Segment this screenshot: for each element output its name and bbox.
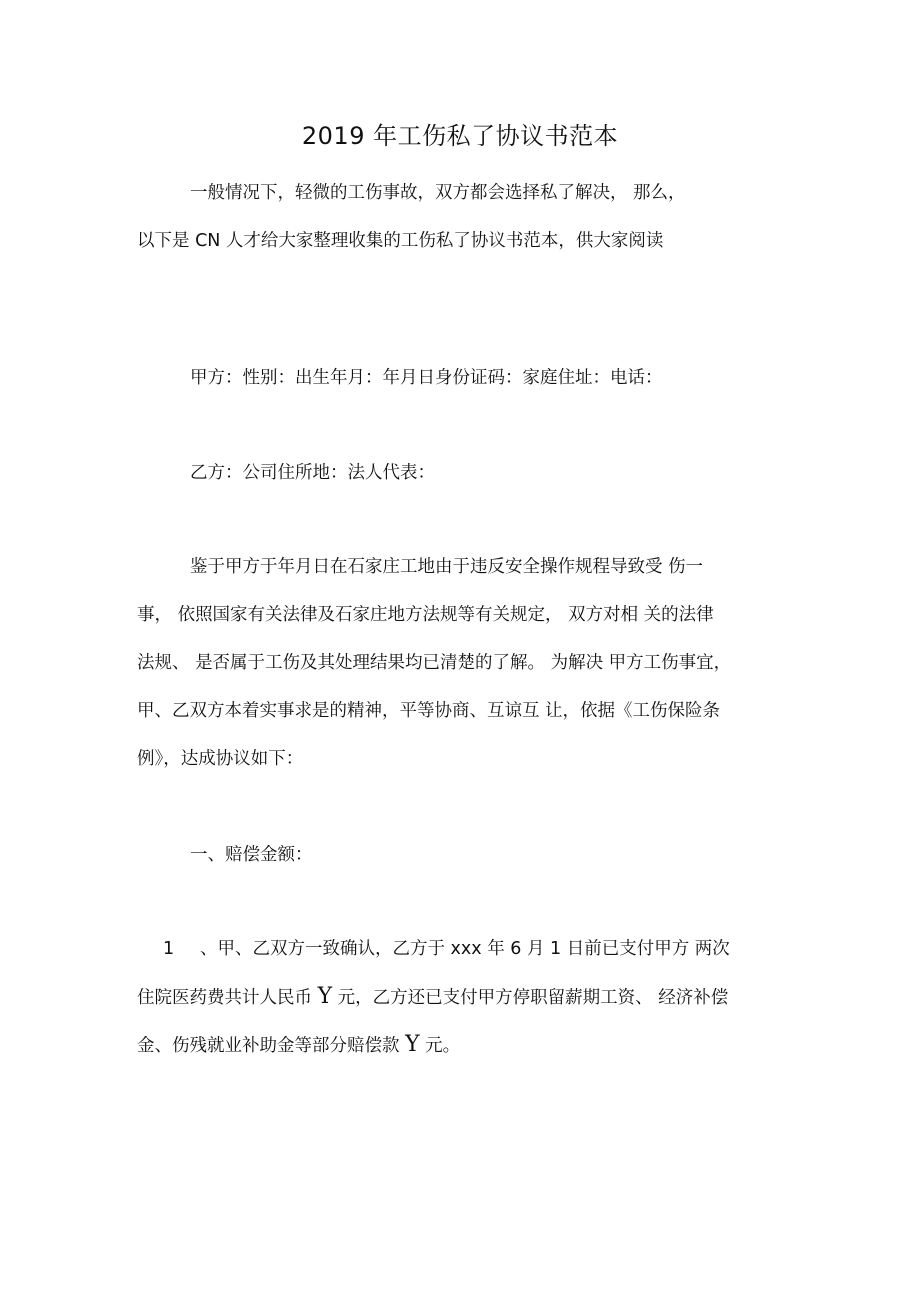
clause-1-line-1: 、甲、乙双方一致确认，乙方于 xxx 年 6 月 1 日前已支付甲方 两次 [200, 939, 730, 959]
party-a-info: 甲方：性别：出生年月：年月日身份证码：家庭住址：电话： [190, 368, 663, 388]
section-1-heading: 一、赔偿金额： [190, 845, 313, 865]
preamble-line-3: 法规、 是否属于工伤及其处理结果均已清楚的了解。 为解决 甲方工伤事宜， [137, 653, 732, 673]
intro-line-2: 以下是 CN 人才给大家整理收集的工伤私了协议书范本，供大家阅读 [137, 231, 664, 251]
party-b-info: 乙方：公司住所地：法人代表： [190, 463, 435, 483]
preamble-line-1: 鉴于甲方于年月日在石家庄工地由于违反安全操作规程导致受 伤一 [190, 557, 704, 577]
clause-1-line-2-end: 元，乙方还已支付甲方停职留薪期工资、 经济补偿 [332, 988, 729, 1008]
clause-1-line-3 [137, 1033, 460, 1058]
document-title: 2019 年工伤私了协议书范本 [301, 122, 619, 150]
clause-1-line-2-start: 住院医药费共计人民币 [137, 988, 318, 1008]
clause-1-number: 1 [163, 939, 175, 959]
clause-1-line-3-start: 金、伤残就业补助金等部分赔偿款 [137, 1036, 406, 1056]
clause-1-line-2 [137, 985, 728, 1010]
preamble-line-2: 事， 依照国家有关法律及石家庄地方法规等有关规定， 双方对相 关的法律 [137, 605, 714, 625]
intro-line-1: 一般情况下，轻微的工伤事故，双方都会选择私了解决， 那么， [190, 183, 686, 203]
preamble-line-4: 甲、乙双方本着实事求是的精神，平等协商、互谅互 让，依据《工伤保险条 [137, 701, 721, 721]
clause-1-line-3-end: 元。 [419, 1036, 461, 1056]
yuan-symbol: Y [317, 984, 333, 1009]
preamble-line-5: 例》，达成协议如下： [137, 749, 304, 769]
yuan-symbol: Y [405, 1032, 420, 1057]
